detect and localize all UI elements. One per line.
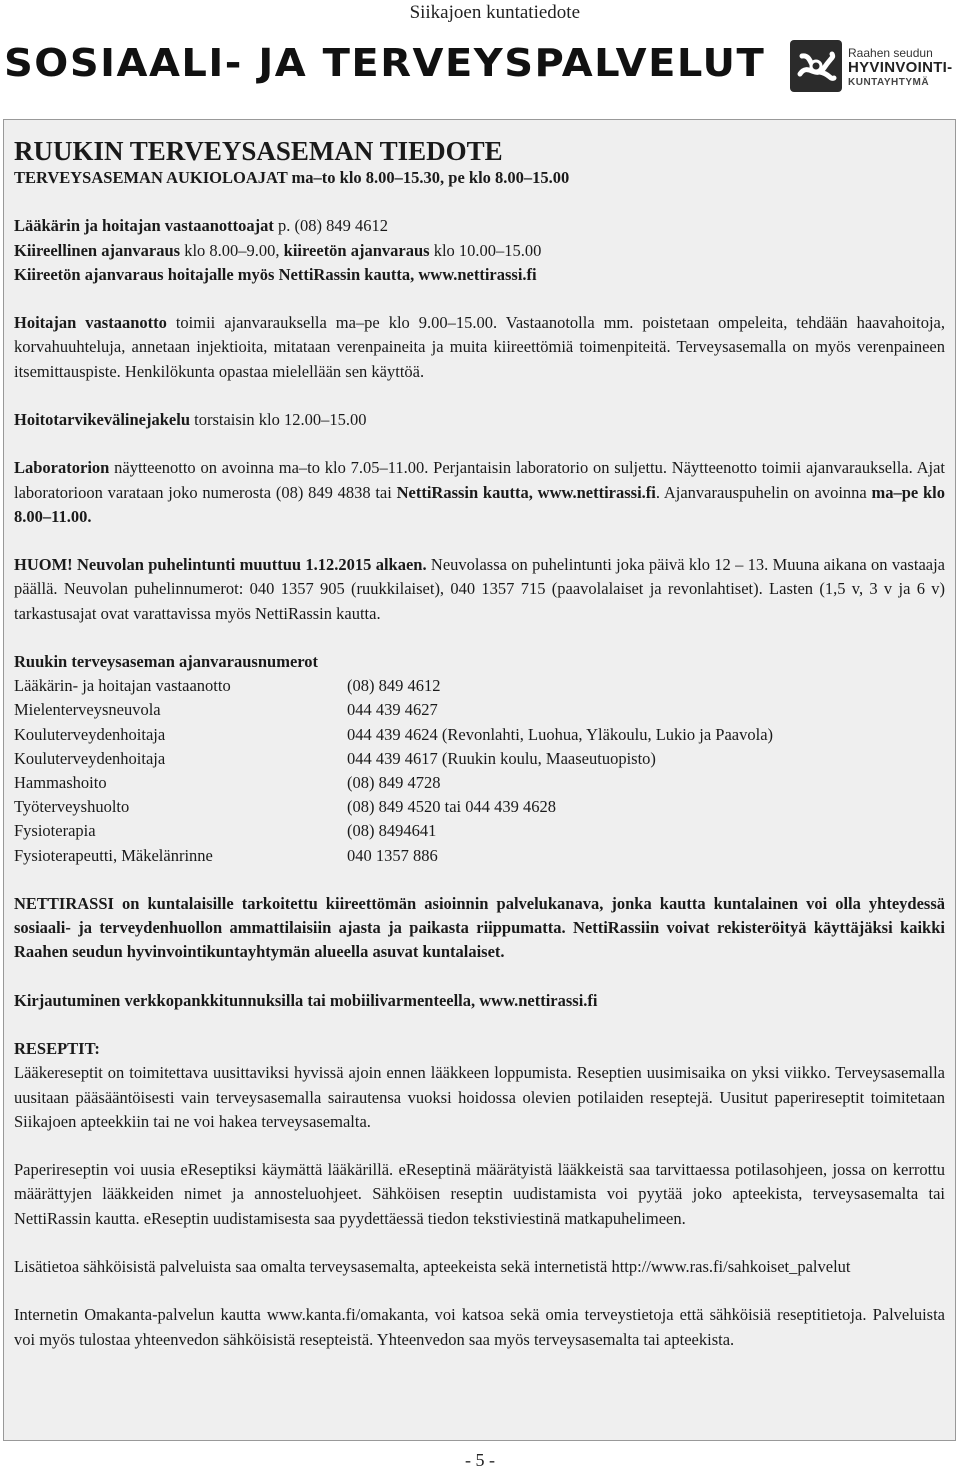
logo-line-1: Raahen seudun [848, 46, 933, 60]
resepti-paragraph-1: Lääkereseptit on toimitettava uusittaviksi hyvissä ajoin ennen lääkkeen loppumista. Reseptien uusimisaika on yksi viikko. Terveysasemalla uusitaan pääsääntöisesti vain terveysasemalla sairautensa vuoksi hoidossa olevien potilaiden reseptejä. Uusitut paperireseptit toimitetaan Siikajoen apteekkiin tai ne voi hakea terveysasemalta. [14, 1063, 945, 1131]
numbers-table [14, 674, 773, 868]
table-row: Kouluterveydenhoitaja 044 439 4617 (Ruukin koulu, Maaseutuopisto) [14, 748, 656, 768]
logo-line-3: KUNTAYHTYMÄ [848, 77, 930, 88]
table-row: Kouluterveydenhoitaja 044 439 4624 (Revonlahti, Luohua, Yläkoulu, Lukio ja Paavola) [14, 724, 774, 744]
resepti-paragraph-2: Paperireseptin voi uusia eReseptiksi käymättä lääkärillä. eReseptinä määrätyistä lääkkeistä saa tarvittaessa potilasohjeen, jossa on kerrottu määrättyjen lääkkeiden nimet ja annosteluohjeet. Sähköisen reseptin uudistamista voi pyytää joko apteekista, terveysasemalta tai NettiRassin kautta. eReseptin uudistamisesta saa pyydettäessä tiedon tekstiviestinä matkapuhelimeen. [14, 1160, 945, 1228]
opening-hours: TERVEYSASEMAN AUKIOLOAJAT ma–to klo 8.00–15.30, pe klo 8.00–15.00 [14, 168, 570, 187]
supplies-paragraph: Hoitotarvikevälinejakelu torstaisin klo 12.00–15.00 [14, 409, 367, 429]
organization-logo [790, 40, 955, 96]
table-row: Työterveyshuolto (08) 849 4520 tai 044 439 4628 [14, 797, 556, 817]
table-row: Hammashoito (08) 849 4728 [14, 772, 441, 792]
resepti-paragraph-3: Lisätietoa sähköisistä palveluista saa omalta terveysasemalta, apteekeista sekä internetistä http://www.ras.fi/sahkoiset_palvelut [14, 1256, 851, 1276]
urgent-line: Kiireellinen ajanvaraus klo 8.00–9.00, kiireetön ajanvaraus klo 10.00–15.00 [14, 240, 542, 260]
lab-paragraph: Laboratorion näytteenotto on avoinna ma–to klo 7.05–11.00. Perjantaisin laboratorio on suljettu. Näytteenotto toimii ajanvarauksella. Ajat laboratorioon varataan joko numerosta (08) 849 4838 tai NettiRassin kautta, www.nettirassi.fi. Ajanvarauspuhelin on avoinna ma–pe klo 8.00–11.00. [14, 458, 945, 526]
reseptit-heading: RESEPTIT: [14, 1039, 100, 1059]
table-row: Fysioterapia (08) 8494641 [14, 821, 437, 841]
article-box [3, 119, 956, 1441]
phone-line: Lääkärin ja hoitajan vastaanottoajat p. (08) 849 4612 [14, 216, 389, 236]
page-number: - 5 - [465, 1450, 495, 1470]
knot-logo-icon [790, 40, 842, 92]
table-row: Mielenterveysneuvola 044 439 4627 [14, 700, 438, 720]
logo-line-2: HYVINVOINTI- [848, 59, 953, 76]
nettirassi-paragraph: NETTIRASSI on kuntalaisille tarkoitettu kiireettömän asioinnin palvelukanava, jonka kautta kuntalainen voi olla yhteydessä sosiaali- ja terveydenhuollon ammattilaisiin ajasta ja paikasta riippumatta. NettiRassiin voivat rekisteröityä käyttäjäksi kaikki Raahen seudun hyvinvointikuntayhtymän alueella asuvat kuntalaiset. [14, 893, 945, 962]
article-title: RUUKIN TERVEYSASEMAN TIEDOTE [14, 136, 503, 166]
resepti-paragraph-4: Internetin Omakanta-palvelun kautta www.kanta.fi/omakanta, voi katsoa sekä omia terveystietoja että sähköisiä reseptitietoja. Palveluista voi myös tulostaa yhteenvedon sähköisistä resepteistä. Yhteenvedon saa myös terveysasemalta tai apteekista. [14, 1305, 945, 1349]
nurse-paragraph: Hoitajan vastaanotto toimii ajanvarauksella ma–pe klo 9.00–15.00. Vastaanotolla mm. poistetaan ompeleita, tehdään haavahoitoja, korvahuuhteluja, annetaan injektioita, mitataan verenpaineita ja muita kiireettömiä toimenpiteitä. Terveysasemalla on myös verenpaineen itsemittauspiste. Henkilökunta opastaa mielellään sen käyttöä. [14, 313, 945, 381]
huom-paragraph: HUOM! Neuvolan puhelintunti muuttuu 1.12.2015 alkaen. Neuvolassa on puhelintunti joka päivä klo 12 – 13. Muuna aikana on vastaaja päällä. Neuvolan puhelinnumerot: 040 1357 905 (ruukkilaiset), 040 1357 715 (paavolalaiset ja revonlahtiset). Lasten (1,5 v, 3 v ja 6 v) tarkastusajat ovat varattavissa myös NettiRassin kautta. [14, 555, 945, 623]
section-title: SOSIAALI- JA TERVEYSPALVELUT [4, 42, 766, 86]
numbers-heading: Ruukin terveysaseman ajanvarausnumerot [14, 651, 319, 671]
login-paragraph: Kirjautuminen verkkopankkitunnuksilla tai mobiilivarmenteella, www.nettirassi.fi [14, 990, 598, 1010]
netti-line: Kiireetön ajanvaraus hoitajalle myös NettiRassin kautta, www.nettirassi.fi [14, 264, 537, 284]
table-row: Fysioterapeutti, Mäkelänrinne 040 1357 886 [14, 845, 438, 865]
publication-name: Siikajoen kuntatiedote [409, 2, 580, 23]
table-row: Lääkärin- ja hoitajan vastaanotto (08) 849 4612 [14, 676, 441, 696]
